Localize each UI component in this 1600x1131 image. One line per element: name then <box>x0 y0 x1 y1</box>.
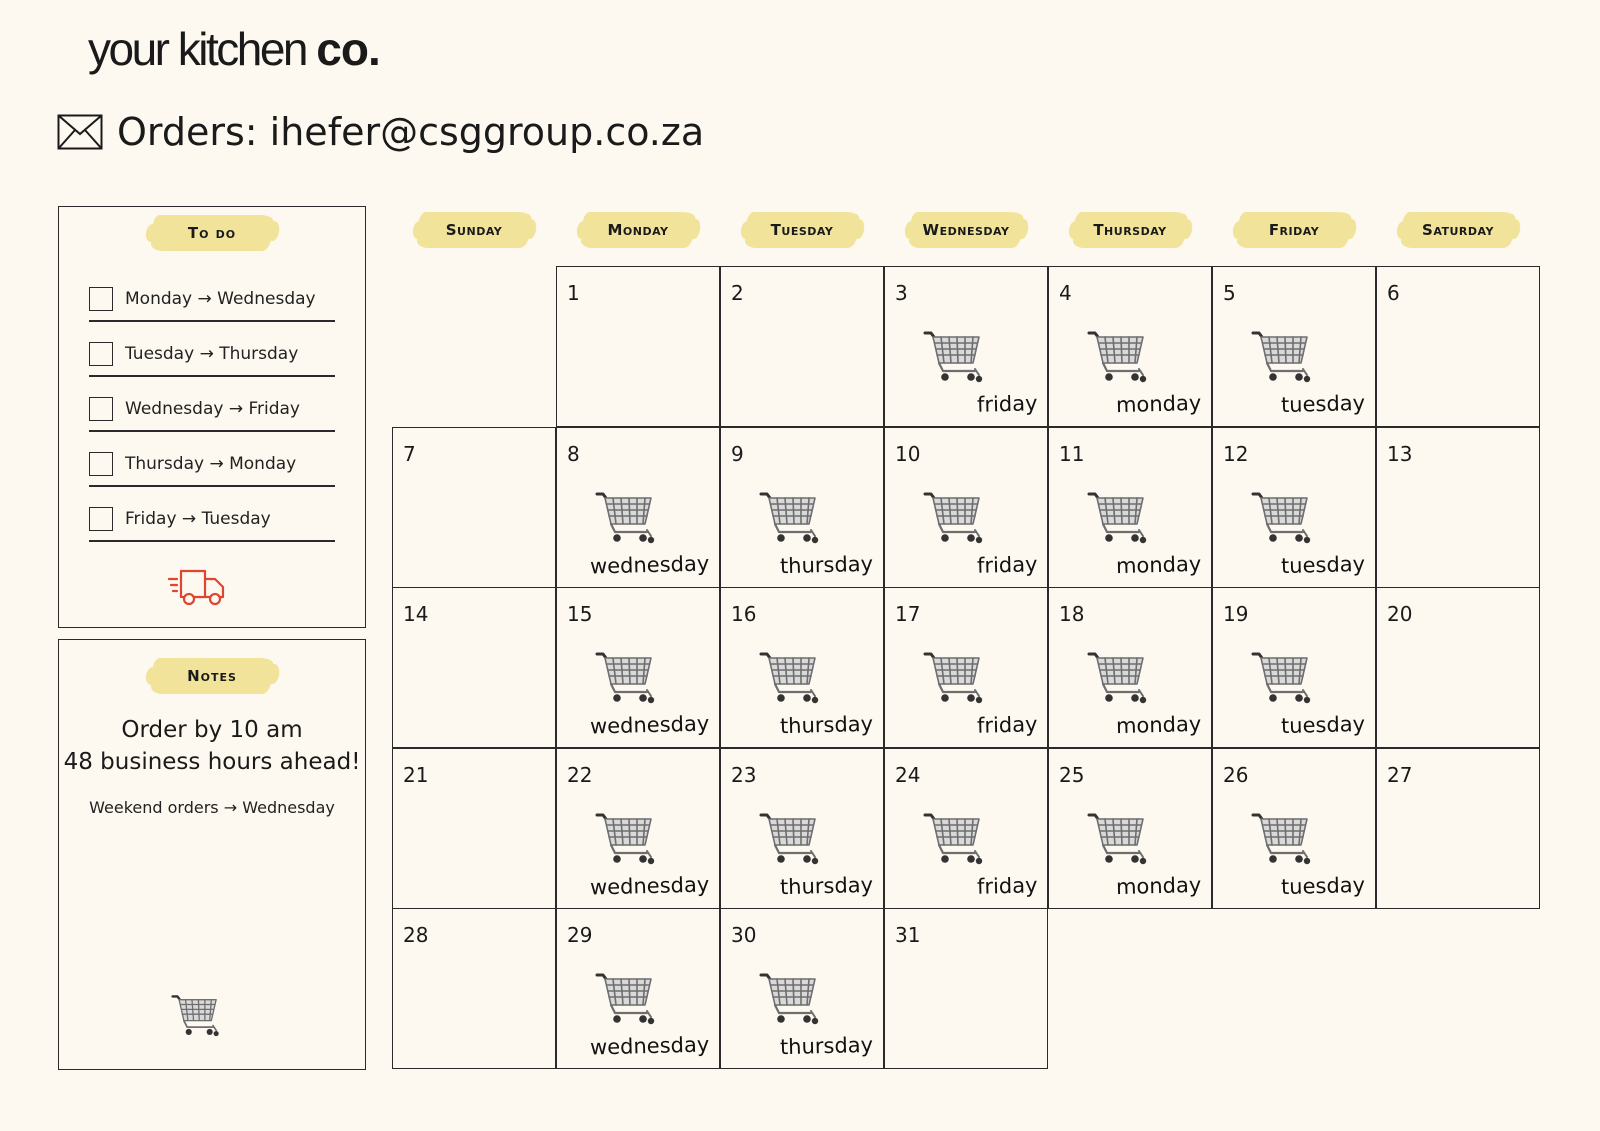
calendar-day-cell[interactable] <box>392 748 556 909</box>
delivery-day-label: monday <box>1115 711 1202 739</box>
calendar-date-number: 29 <box>567 923 593 947</box>
delivery-day-label: wednesday <box>589 711 710 739</box>
calendar-date-number: 16 <box>731 602 757 626</box>
calendar-day-cell[interactable] <box>1048 748 1212 909</box>
todo-item <box>89 322 335 377</box>
calendar-date-number: 6 <box>1387 281 1400 305</box>
shopping-cart-icon <box>171 990 221 1040</box>
shopping-cart-icon <box>1087 325 1149 387</box>
delivery-day-label: monday <box>1115 872 1202 899</box>
calendar-date-number: 2 <box>731 281 744 305</box>
notes-panel <box>58 639 366 1070</box>
calendar-date-number: 10 <box>895 441 921 466</box>
shopping-cart-icon <box>759 807 821 869</box>
shopping-cart-icon <box>759 486 821 548</box>
notes-title: Notes <box>187 667 237 685</box>
orders-email[interactable]: Orders: ihefer@csggroup.co.za <box>117 110 705 154</box>
shopping-cart-icon <box>1251 807 1313 869</box>
todo-item-label: Tuesday → Thursday <box>125 343 299 364</box>
calendar-date-number: 28 <box>403 923 429 947</box>
todo-checkbox[interactable] <box>89 397 113 421</box>
calendar-date-number: 12 <box>1223 441 1249 466</box>
calendar-day-cell[interactable] <box>556 427 720 588</box>
todo-item-label: Wednesday → Friday <box>125 398 300 419</box>
shopping-cart-icon <box>1251 486 1313 548</box>
calendar-day-cell[interactable] <box>720 266 884 427</box>
delivery-day-label: friday <box>976 872 1038 899</box>
calendar-day-cell[interactable] <box>1212 266 1376 427</box>
delivery-day-label: wednesday <box>589 871 710 900</box>
weekday-label: Saturday <box>1422 221 1494 239</box>
shopping-cart-icon <box>1251 646 1313 708</box>
calendar-day-cell[interactable] <box>1376 587 1540 748</box>
calendar-date-number: 30 <box>731 923 757 947</box>
shopping-cart-icon <box>1087 646 1149 708</box>
shopping-cart-icon <box>923 646 985 708</box>
calendar-grid <box>392 266 1540 1070</box>
todo-list <box>89 267 335 542</box>
weekday-header-tuesday <box>746 212 858 248</box>
calendar-day-cell[interactable] <box>556 748 720 909</box>
calendar-date-number: 19 <box>1223 602 1249 626</box>
calendar-date-number: 26 <box>1223 762 1249 787</box>
calendar-day-cell[interactable] <box>1048 266 1212 427</box>
todo-item <box>89 487 335 542</box>
todo-title-tag <box>152 215 272 251</box>
calendar-day-cell[interactable] <box>392 427 556 588</box>
shopping-cart-icon <box>1251 325 1313 387</box>
calendar-date-number: 1 <box>567 281 580 305</box>
calendar-day-cell[interactable] <box>1212 427 1376 588</box>
weekday-header-row <box>392 212 1540 256</box>
calendar-date-number: 3 <box>895 281 908 305</box>
todo-item <box>89 377 335 432</box>
weekday-label: Monday <box>607 221 669 239</box>
calendar-day-cell[interactable] <box>884 427 1048 588</box>
notes-title-tag <box>152 658 272 694</box>
shopping-cart-icon <box>923 807 985 869</box>
calendar-day-cell[interactable] <box>1376 266 1540 427</box>
shopping-cart-icon <box>595 967 657 1029</box>
calendar-date-number: 25 <box>1059 762 1085 787</box>
calendar-day-cell[interactable] <box>884 908 1048 1069</box>
calendar-day-cell[interactable] <box>884 748 1048 909</box>
shopping-cart-icon <box>923 486 985 548</box>
delivery-day-label: thursday <box>779 711 874 739</box>
calendar-day-cell[interactable] <box>556 908 720 1069</box>
weekday-header-friday <box>1238 212 1350 248</box>
calendar-day-cell[interactable] <box>720 908 884 1069</box>
delivery-day-label: friday <box>976 712 1038 738</box>
todo-item <box>89 432 335 487</box>
todo-checkbox[interactable] <box>89 507 113 531</box>
weekday-label: Wednesday <box>922 221 1010 239</box>
notes-weekend: Weekend orders → Wednesday <box>89 798 335 817</box>
weekday-label: Thursday <box>1093 221 1167 239</box>
calendar-date-number: 7 <box>403 441 416 466</box>
delivery-day-label: wednesday <box>589 1032 710 1060</box>
calendar-day-cell[interactable] <box>720 587 884 748</box>
calendar-date-number: 23 <box>731 762 757 787</box>
todo-checkbox[interactable] <box>89 342 113 366</box>
brand-logo <box>88 22 380 76</box>
orders-contact <box>57 110 704 154</box>
shopping-cart-icon <box>1087 807 1149 869</box>
weekday-label: Sunday <box>445 221 503 239</box>
calendar-day-cell[interactable] <box>1376 748 1540 909</box>
shopping-cart-icon <box>1087 486 1149 548</box>
delivery-day-label: tuesday <box>1280 390 1366 418</box>
todo-item-label: Friday → Tuesday <box>125 508 271 529</box>
calendar-date-number: 13 <box>1387 441 1413 466</box>
calendar-day-cell[interactable] <box>1212 587 1376 748</box>
shopping-cart-icon <box>595 486 657 548</box>
delivery-day-label: tuesday <box>1280 872 1366 899</box>
todo-title: To do <box>187 224 237 242</box>
calendar-day-cell[interactable] <box>392 587 556 748</box>
envelope-icon <box>57 114 103 150</box>
weekday-header-wednesday <box>910 212 1022 248</box>
todo-panel <box>58 206 366 628</box>
calendar-day-cell[interactable] <box>556 266 720 427</box>
shopping-cart-icon <box>923 325 985 387</box>
weekday-label: Friday <box>1268 221 1320 239</box>
calendar-date-number: 18 <box>1059 602 1085 626</box>
todo-checkbox[interactable] <box>89 452 113 476</box>
delivery-day-label: wednesday <box>589 550 710 579</box>
todo-checkbox[interactable] <box>89 287 113 311</box>
delivery-day-label: friday <box>976 391 1038 417</box>
shopping-cart-icon <box>759 646 821 708</box>
calendar-date-number: 4 <box>1059 281 1072 305</box>
shopping-cart-icon <box>759 967 821 1029</box>
calendar-date-number: 9 <box>731 441 744 466</box>
calendar-date-number: 15 <box>567 602 593 626</box>
calendar-day-cell[interactable] <box>1048 427 1212 588</box>
notes-line-lead-time: 48 business hours ahead! <box>63 749 361 775</box>
calendar-day-cell[interactable] <box>884 266 1048 427</box>
weekday-label: Tuesday <box>770 221 834 239</box>
delivery-day-label: tuesday <box>1280 711 1366 739</box>
todo-item <box>89 267 335 322</box>
calendar-date-number: 14 <box>403 602 429 626</box>
weekday-header-saturday <box>1402 212 1514 248</box>
calendar-date-number: 20 <box>1387 602 1413 626</box>
calendar-day-cell[interactable] <box>884 587 1048 748</box>
weekday-header-thursday <box>1074 212 1186 248</box>
delivery-day-label: friday <box>976 551 1038 578</box>
delivery-day-label: thursday <box>779 551 874 578</box>
weekday-header-sunday <box>418 212 530 248</box>
calendar-date-number: 11 <box>1059 441 1085 466</box>
calendar-date-number: 21 <box>403 762 429 787</box>
notes-line-cutoff: Order by 10 am <box>121 717 303 743</box>
calendar-date-number: 17 <box>895 602 921 626</box>
delivery-day-label: thursday <box>779 1032 874 1060</box>
calendar-day-cell[interactable] <box>720 748 884 909</box>
delivery-day-label: monday <box>1115 390 1202 418</box>
calendar-date-number: 5 <box>1223 281 1236 305</box>
shopping-cart-icon <box>595 646 657 708</box>
calendar-day-cell[interactable] <box>392 908 556 1069</box>
calendar-date-number: 8 <box>567 441 580 466</box>
delivery-day-label: thursday <box>779 872 874 899</box>
calendar-date-number: 31 <box>895 923 921 947</box>
delivery-day-label: monday <box>1115 551 1202 578</box>
calendar-date-number: 24 <box>895 762 921 787</box>
shopping-cart-icon <box>595 807 657 869</box>
calendar-date-number: 22 <box>567 762 593 787</box>
calendar-day-cell[interactable] <box>1212 748 1376 909</box>
delivery-truck-icon <box>167 567 229 607</box>
calendar-day-cell[interactable] <box>1048 587 1212 748</box>
weekday-header-monday <box>582 212 694 248</box>
calendar-day-cell[interactable] <box>720 427 884 588</box>
notes-main-text <box>59 714 365 778</box>
todo-item-label: Thursday → Monday <box>125 453 297 474</box>
calendar-date-number: 27 <box>1387 762 1413 787</box>
brand-name: your kitchen <box>88 23 307 75</box>
todo-item-label: Monday → Wednesday <box>125 288 316 309</box>
delivery-day-label: tuesday <box>1280 551 1366 578</box>
calendar-day-cell[interactable] <box>556 587 720 748</box>
calendar-day-cell[interactable] <box>1376 427 1540 588</box>
brand-suffix: co. <box>316 23 380 75</box>
